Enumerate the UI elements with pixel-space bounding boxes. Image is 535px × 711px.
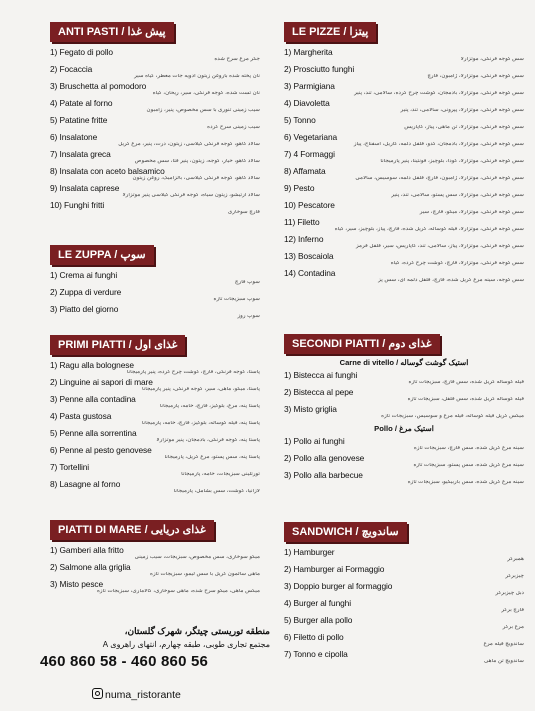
subsection-title: Pollo / استیک مرغ [374, 424, 434, 433]
menu-item-name: 7) Tortellini [50, 462, 90, 472]
menu-item [50, 580, 260, 595]
menu-item-description: لازانیا، گوشت، سس بشامل، پارمیجانا [173, 489, 260, 495]
menu-item-description: میکس ماهی، میگو سرخ شده، ماهی سوخاری، کالاماری، سبزیجات تازه [97, 589, 260, 595]
menu-item-name: 6) Penne al pesto genovese [50, 445, 152, 455]
menu-item [284, 133, 524, 148]
menu-item-name: 3) Parmigiana [284, 81, 335, 91]
menu-item [284, 633, 524, 648]
menu-item-description: سوپ روز [237, 314, 260, 320]
menu-item-description: پاستا پنه، مرغ، بلوگیز، قارچ، خامه، پارمیجانا [159, 404, 260, 410]
instagram-label: numa_ristorante [105, 689, 181, 701]
menu-item-name: 2) Pollo alla genovese [284, 453, 365, 463]
menu-item-description: فیله گوساله گریل شده، سس فلفل، سبزیجات تازه [407, 397, 524, 403]
menu-item-name: 5) Patatine fritte [50, 115, 108, 125]
menu-item-name: 5) Burger alla pollo [284, 615, 353, 625]
menu-item-name: 10) Pescatore [284, 200, 335, 210]
menu-item-description: سینه مرغ گریل شده، سس قارچ، سبزیجات تازه [413, 446, 524, 452]
footer [40, 626, 270, 670]
section-title: SECONDI PIATTI / غذای دوم [284, 334, 440, 354]
menu-item [284, 565, 524, 580]
menu-item-description: سس گوجه فرنگی، موتزارلا، قارچ، گوشت چرخ کرده، گیاه [390, 261, 524, 267]
menu-item [50, 378, 260, 393]
section-title: LE ZUPPA / سوپ [50, 245, 154, 265]
menu-item-description: ساندویچ فیله مرغ [483, 642, 524, 648]
menu-item [284, 471, 524, 486]
menu-item-description: سس گوجه فرنگی، موتزارلا، ژامبون، قارچ [427, 74, 524, 80]
section-antipasti [50, 22, 260, 218]
item-list [50, 361, 260, 495]
menu-item-description: سالاد کاهو، خیار، گوجه، زیتون، پنیر فتا، سس مخصوص [134, 159, 260, 165]
menu-item-name: 9) Pesto [284, 183, 315, 193]
menu-item [284, 116, 524, 131]
menu-item [284, 184, 524, 199]
section-title: PIATTI DI MARE / غذای دریایی [50, 520, 214, 540]
menu-item [50, 48, 260, 63]
menu-item [284, 99, 524, 114]
menu-item [50, 412, 260, 427]
section-title: SANDWICH / ساندویچ [284, 522, 407, 542]
menu-item [284, 616, 524, 631]
menu-item-description: سس گوجه فرنگی، موتزارلا، پپرونی، سالامی، تند، پنیر [400, 108, 524, 114]
item-list [284, 548, 524, 665]
menu-item-description: سس گوجه فرنگی، موتزارلا [460, 57, 524, 63]
menu-item-description: دبل چیزبرگر [495, 591, 524, 597]
menu-item-name: 3) Misto griglia [284, 404, 337, 414]
menu-item-description: قارچ سوخاری [227, 210, 260, 216]
menu-item-description: پاستا پنه، گوجه فرنگی، بادمجان، پنیر موتزارلا [156, 438, 260, 444]
menu-item [50, 116, 260, 131]
menu-item-name: 6) Insalatone [50, 132, 98, 142]
menu-item-name: 2) Focaccia [50, 64, 93, 74]
menu-item-name: 3) Doppio burger al formaggio [284, 581, 393, 591]
menu-item-description: تورتلینی سبزیجات، خامه، پارمیجانا [181, 472, 260, 478]
menu-item [50, 446, 260, 461]
menu-item [284, 48, 524, 63]
section-secondi [284, 334, 524, 488]
section-title: ANTI PASTI / پیش غذا [50, 22, 174, 42]
menu-item-name: 12) Inferno [284, 234, 324, 244]
menu-item-description: پاستا پنه، سس پستو، مرغ گریل، پارمیجانا [164, 455, 260, 461]
item-list [284, 48, 524, 284]
menu-item-description: سینه مرغ گریل شده، سس باربیکیو، سبزیجات تازه [407, 480, 524, 486]
menu-item-name: 7) Insalata greca [50, 149, 111, 159]
menu-item [284, 235, 524, 250]
menu-item [50, 429, 260, 444]
menu-item-name: 2) Hamburger ai Formaggio [284, 564, 385, 574]
menu-item [284, 252, 524, 267]
menu-item-name: 1) Pollo ai funghi [284, 436, 345, 446]
section-sandwich [284, 522, 524, 667]
menu-item-description: مرغ برگر [502, 625, 524, 631]
menu-item-name: 4) Diavoletta [284, 98, 330, 108]
item-list [284, 371, 524, 420]
menu-item-name: 7) Tonno e cipolla [284, 649, 348, 659]
menu-item-description: همبرگر [507, 557, 524, 563]
menu-item-name: 1) Hamburger [284, 547, 335, 557]
menu-item-description: سس گوجه، سینه مرغ گریل شده، قارچ، فلفل دلمه ای، سس پز [378, 278, 524, 284]
address-line-1: منطقه توریستی چیتگر، شهرک گلستان، [124, 626, 270, 636]
menu-item [284, 218, 524, 233]
menu-item [284, 388, 524, 403]
menu-item-description: سس گوجه فرنگی، موتزارلا، بادمجان، گوشت چرخ کرده، سالامی، تند، پنیر [354, 91, 524, 97]
menu-item [50, 463, 260, 478]
menu-item-name: 9) Insalata caprese [50, 183, 120, 193]
menu-item-description: سس گوجه فرنگی، موتزارلا، میگو، قارچ، سیر [419, 210, 524, 216]
menu-item [50, 150, 260, 165]
menu-item [50, 361, 260, 376]
menu-item-name: 5) Tonno [284, 115, 316, 125]
menu-item-description: سالاد ارتیشو، زیتون سیاه، گوجه فرنگی گیلاسی پنیر موتزارلا [122, 193, 260, 199]
menu-item-name: 13) Boscaiola [284, 251, 334, 261]
menu-item [50, 167, 260, 182]
phone-numbers: 460 860 58 - 460 860 56 [40, 653, 209, 670]
menu-item [284, 650, 524, 665]
menu-item [284, 82, 524, 97]
menu-item-name: 14) Contadina [284, 268, 336, 278]
menu-item [50, 82, 260, 97]
item-list [50, 271, 260, 320]
menu-item [284, 167, 524, 182]
menu-item [50, 305, 260, 320]
menu-item-description: سس گوجه فرنگی، موتزارلا، بادمجان، کدو، فلفل دلمه، کاریل، اسفناج، پیاز [353, 142, 524, 148]
menu-item-name: 3) Penne alla contadina [50, 394, 136, 404]
menu-item-name: 3) Bruschetta al pomodoro [50, 81, 147, 91]
menu-item-description: سیب زمینی تنوری با سس مخصوص، پنیر، زامبون [146, 108, 260, 114]
menu-item-name: 8) Insalata con aceto balsamico [50, 166, 165, 176]
menu-item-name: 10) Funghi fritti [50, 200, 105, 210]
menu-item-description: سالاد کاهو، گوجه فرنگی گیلاسی، زیتون، ذرت، پنیر، مرغ گریل [118, 142, 260, 148]
menu-item [284, 454, 524, 469]
address-line-2: مجتمع تجاری طوبی، طبقه چهارم، انتهای راهروی A [102, 640, 270, 649]
menu-item-description: سس گوجه فرنگی، موتزارلا، سس پستو، سالامی، تند، پنیر [391, 193, 524, 199]
menu-item-description: ماهی سالمون گریل با سس لیمو، سبزیجات تازه [150, 572, 260, 578]
menu-item-description: میکس گریل فیله گوساله، فیله مرغ و سوسیس، سبزیجات تازه [381, 414, 524, 420]
menu-item-name: 6) Vegetariana [284, 132, 338, 142]
menu-item-name: 8) Lasagne al forno [50, 479, 121, 489]
menu-item-description: سس گوجه فرنگی، موتزارلا، فیله گوساله، گریل شده، قارچ، پیاز، بلوچیز، سیر، گیاه [334, 227, 524, 233]
menu-item-name: 1) Bistecca ai funghi [284, 370, 358, 380]
section-title: PRIMI PIATTI / غذای اول [50, 335, 185, 355]
menu-item [50, 99, 260, 114]
menu-item-description: سس گوجه فرنگی، موتزارلا، تن ماهی، پیاز، کاپاریس [404, 125, 524, 131]
menu-item-description: چیزبرگر [505, 574, 524, 580]
menu-item-description: میگو سوخاری، سس مخصوص، سبزیجات، سیب زمینی [134, 555, 260, 561]
menu-item [284, 65, 524, 80]
menu-item [50, 480, 260, 495]
menu-item [50, 563, 260, 578]
menu-item-description: سس گوجه فرنگی، موتزارلا، گودا، بلوچیز، فونتینا، پنیر پارمیجانا [380, 159, 524, 165]
menu-item [50, 133, 260, 148]
menu-item-name: 6) Filetto di pollo [284, 632, 344, 642]
menu-item [284, 269, 524, 284]
menu-item-description: جگر مرغ سرخ شده [214, 57, 260, 63]
menu-item [50, 184, 260, 199]
menu-item-name: 2) Zuppa di verdure [50, 287, 122, 297]
menu-item-description: نان پخته شده باروغن زیتون ادویه جات معطر، گیاه سیر [134, 74, 260, 80]
menu-item [50, 201, 260, 216]
menu-item-description: سیب زمینی سرخ کرده [207, 125, 260, 131]
menu-item-description: پاستا پنه، فیله گوساله، بلوگیز، قارچ، خامه، پارمیجانا [141, 421, 260, 427]
menu-item-name: 8) Affamata [284, 166, 326, 176]
menu-item-name: 11) Filetto [284, 217, 320, 227]
section-zuppa [50, 245, 260, 322]
menu-item-description: سالاد کاهو، گوجه فرنگی گیلاسی، بالزامیک، روغن زیتون [132, 176, 260, 182]
section-title: LE PIZZE / پیتزا [284, 22, 376, 42]
menu-item-name: 2) Salmone alla griglia [50, 562, 131, 572]
menu-item-name: 1) Ragu alla bolognese [50, 360, 134, 370]
menu-item-description: سوپ سبزیجات تازه [213, 297, 260, 303]
menu-item-description: پاستا، گوجه فرنگی، قارچ، گوشت چرخ کرده، پنیر پارمیجانا [126, 370, 260, 376]
menu-item-description: ساندویچ تن ماهی [484, 659, 524, 665]
menu-item-name: 2) Prosciutto funghi [284, 64, 355, 74]
menu-item [284, 150, 524, 165]
item-list [50, 546, 260, 595]
menu-item [284, 405, 524, 420]
menu-item-name: 2) Bistecca al pepe [284, 387, 354, 397]
item-list [284, 437, 524, 486]
menu-item [50, 288, 260, 303]
menu-item-description: قارچ برگر [501, 608, 524, 614]
section-mare [50, 520, 260, 597]
menu-item-description: سس گوجه فرنگی، موتزارلا، ژامبون، قارچ، فلفل دلمه، سوسیس، سالامی [355, 176, 524, 182]
menu-item-name: 7) 4 Formaggi [284, 149, 335, 159]
menu-item-name: 3) Piatto del giorno [50, 304, 119, 314]
instagram-handle[interactable] [92, 688, 181, 701]
menu-item [50, 65, 260, 80]
section-pizze [284, 22, 524, 286]
menu-item [284, 437, 524, 452]
menu-item [284, 201, 524, 216]
menu-item-name: 5) Penne alla sorrentina [50, 428, 137, 438]
menu-item-description: نان تست شده، گوجه فرنگی، سیر، ریحان، گیاه [152, 91, 260, 97]
section-primi [50, 335, 260, 497]
menu-item [284, 371, 524, 386]
menu-item-name: 4) Burger al funghi [284, 598, 352, 608]
menu-item [50, 546, 260, 561]
instagram-icon [92, 688, 103, 699]
menu-item-name: 3) Misto pesce [50, 579, 104, 589]
menu-item [50, 395, 260, 410]
menu-item-name: 4) Patate al forno [50, 98, 113, 108]
menu-item-description: سینه مرغ گریل شده، سس پستو، سبزیجات تازه [413, 463, 524, 469]
menu-item-name: 2) Linguine ai sapori di mare [50, 377, 153, 387]
item-list [50, 48, 260, 216]
menu-item-name: 1) Gamberi alla fritto [50, 545, 124, 555]
menu-item-description: سوپ قارچ [234, 280, 260, 286]
subsection-title: Carne di vitello / استیک گوشت گوساله [339, 358, 469, 367]
menu-item-name: 1) Margherita [284, 47, 333, 57]
menu-item-name: 4) Pasta gustosa [50, 411, 112, 421]
menu-item [284, 548, 524, 563]
menu-item-name: 1) Fegato di pollo [50, 47, 113, 57]
menu-item [50, 271, 260, 286]
menu-item-name: 1) Crema ai funghi [50, 270, 118, 280]
menu-item [284, 582, 524, 597]
menu-item-description: سس گوجه فرنگی، موتزارلا، پیاز، سالامی، تند، کاپاریس، سیر، فلفل قرمز [355, 244, 524, 250]
menu-item-name: 3) Pollo alla barbecue [284, 470, 363, 480]
menu-item-description: فیله گوساله گریل شده، سس قارچ، سبزیجات تازه [408, 380, 524, 386]
menu-item-description: پاستا، میگو، ماهی، سیر، گوجه فرنگی، پنیر پارمیجانا [141, 387, 260, 393]
menu-item [284, 599, 524, 614]
